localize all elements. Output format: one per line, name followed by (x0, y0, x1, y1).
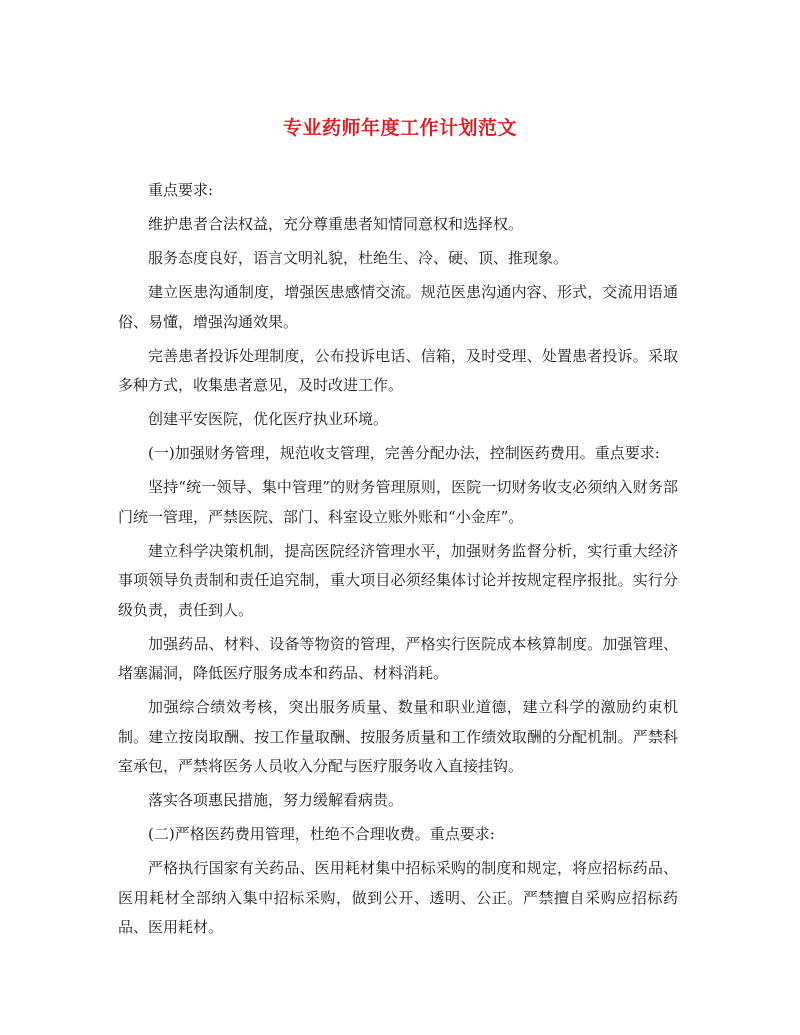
paragraph: 维护患者合法权益，充分尊重患者知情同意权和选择权。 (148, 215, 524, 233)
document-body (118, 176, 678, 947)
paragraph: 创建平安医院，优化医疗执业环境。 (148, 410, 389, 428)
section-heading-paragraph: (一)加强财务管理，规范收支管理，完善分配办法，控制医药费用。重点要求: (148, 444, 660, 462)
paragraph: 完善患者投诉处理制度，公布投诉电话、信箱，及时受理、处置患者投诉。采取多种方式，收集患者意见，及时改进工作。 (118, 346, 678, 394)
section-heading-paragraph: (二)严格医药费用管理，杜绝不合理收费。重点要求: (148, 825, 495, 843)
paragraph: 建立医患沟通制度，增强医患感情交流。规范医患沟通内容、形式，交流用语通俗、易懂，增强沟通效果。 (118, 283, 678, 331)
paragraph: 加强药品、材料、设备等物资的管理，严格实行医院成本核算制度。加强管理、堵塞漏洞，降低医疗服务成本和药品、材料消耗。 (118, 634, 678, 682)
paragraph: 服务态度良好，语言文明礼貌，杜绝生、冷、硬、顶、推现象。 (148, 249, 569, 267)
paragraph: 坚持“统一领导、集中管理”的财务管理原则，医院一切财务收支必须纳入财务部门统一管理，严禁医院、部门、科室设立账外账和“小金库”。 (118, 478, 678, 526)
paragraph: 建立科学决策机制，提高医院经济管理水平，加强财务监督分析，实行重大经济事项领导负责制和责任追究制，重大项目必须经集体讨论并按规定程序报批。实行分级负责，责任到人。 (118, 541, 678, 619)
paragraph: 落实各项惠民措施，努力缓解看病贵。 (148, 791, 404, 809)
document-title: 专业药师年度工作计划范文 (282, 117, 517, 139)
paragraph: 加强综合绩效考核，突出服务质量、数量和职业道德，建立科学的激励约束机制。建立按岗取酬、按工作量取酬、按服务质量和工作绩效取酬的分配机制。严禁科室承包，严禁将医务人员收入分配与医疗服务收入直接挂钩。 (118, 698, 678, 775)
paragraph: 重点要求: (148, 181, 214, 199)
paragraph: 严格执行国家有关药品、医用耗材集中招标采购的制度和规定，将应招标药品、医用耗材全部纳入集中招标采购，做到公开、透明、公正。严禁擅自采购应招标药品、医用耗材。 (118, 859, 678, 936)
